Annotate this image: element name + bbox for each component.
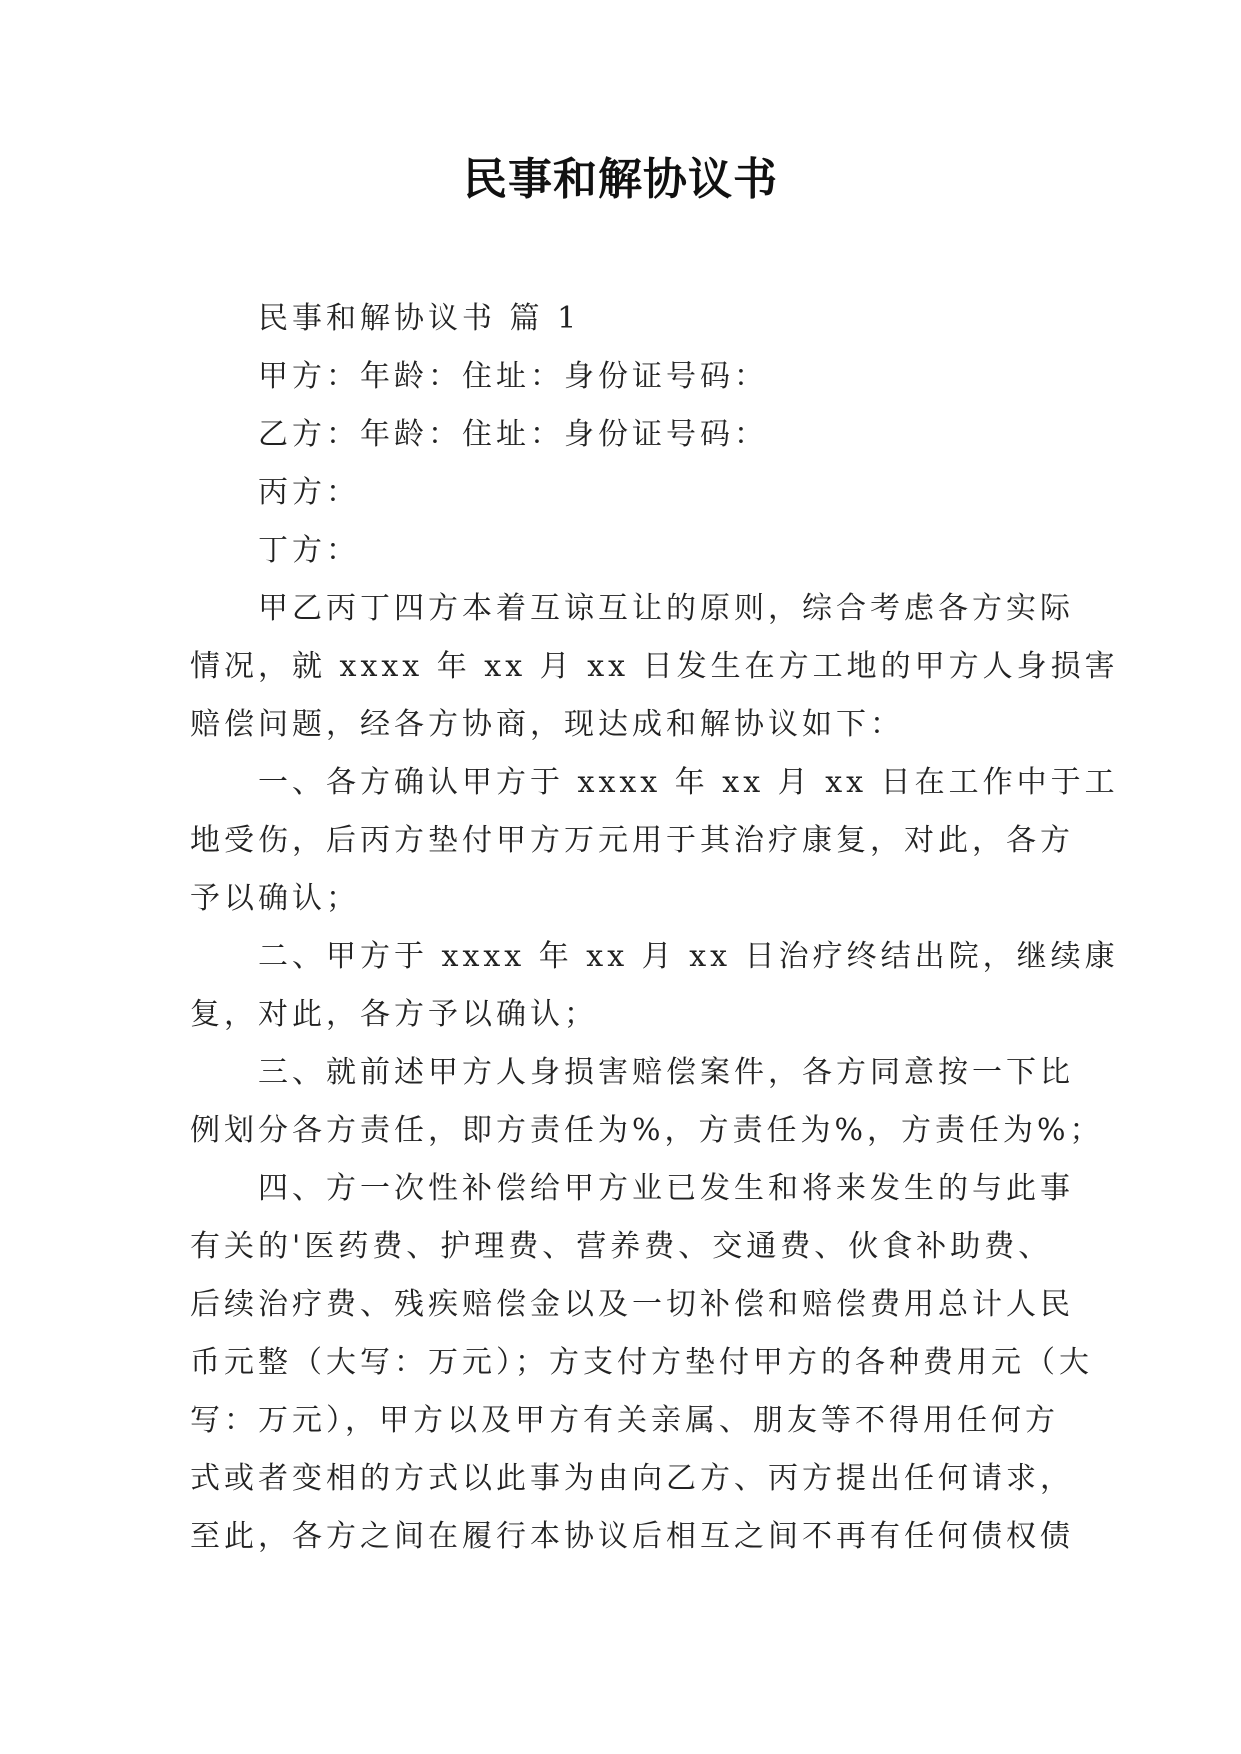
- text-line: 后续治疗费、残疾赔偿金以及一切补偿和赔偿费用总计人民: [190, 1287, 1074, 1322]
- text-line: 二、甲方于 xxxx 年 xx 月 xx 日治疗终结出院，继续康: [258, 939, 1119, 974]
- text-line: 复，对此，各方予以确认；: [190, 997, 598, 1032]
- text-line: 民事和解协议书 篇 1: [258, 301, 581, 336]
- document-title: 民事和解协议书: [463, 154, 778, 205]
- text-line: 丁方：: [258, 533, 360, 568]
- text-line: 赔偿问题，经各方协商，现达成和解协议如下：: [190, 707, 904, 742]
- text-line: 有关的'医药费、护理费、营养费、交通费、伙食补助费、: [190, 1229, 1053, 1264]
- text-line: 写：万元），甲方以及甲方有关亲属、朋友等不得用任何方: [190, 1403, 1059, 1438]
- text-line: 式或者变相的方式以此事为由向乙方、丙方提出任何请求，: [190, 1461, 1074, 1496]
- text-line: 地受伤，后丙方垫付甲方万元用于其治疗康复，对此，各方: [190, 823, 1074, 858]
- text-line: 至此，各方之间在履行本协议后相互之间不再有任何债权债: [190, 1519, 1074, 1554]
- text-line: 四、方一次性补偿给甲方业已发生和将来发生的与此事: [258, 1171, 1074, 1206]
- text-line: 例划分各方责任，即方责任为%，方责任为%，方责任为%；: [190, 1113, 1104, 1148]
- text-line: 甲乙丙丁四方本着互谅互让的原则，综合考虑各方实际: [258, 591, 1074, 626]
- text-line: 予以确认；: [190, 881, 360, 916]
- text-line: 甲方：年龄：住址：身份证号码：: [258, 359, 768, 394]
- text-line: 三、就前述甲方人身损害赔偿案件，各方同意按一下比: [258, 1055, 1074, 1090]
- text-line: 乙方：年龄：住址：身份证号码：: [258, 417, 768, 452]
- text-line: 情况，就 xxxx 年 xx 月 xx 日发生在方工地的甲方人身损害: [190, 649, 1119, 684]
- text-line: 币元整（大写：万元）；方支付方垫付甲方的各种费用元（大: [190, 1345, 1093, 1380]
- document-body: [190, 290, 1119, 1566]
- text-line: 丙方：: [258, 475, 360, 510]
- text-line: 一、各方确认甲方于 xxxx 年 xx 月 xx 日在工作中于工: [258, 765, 1119, 800]
